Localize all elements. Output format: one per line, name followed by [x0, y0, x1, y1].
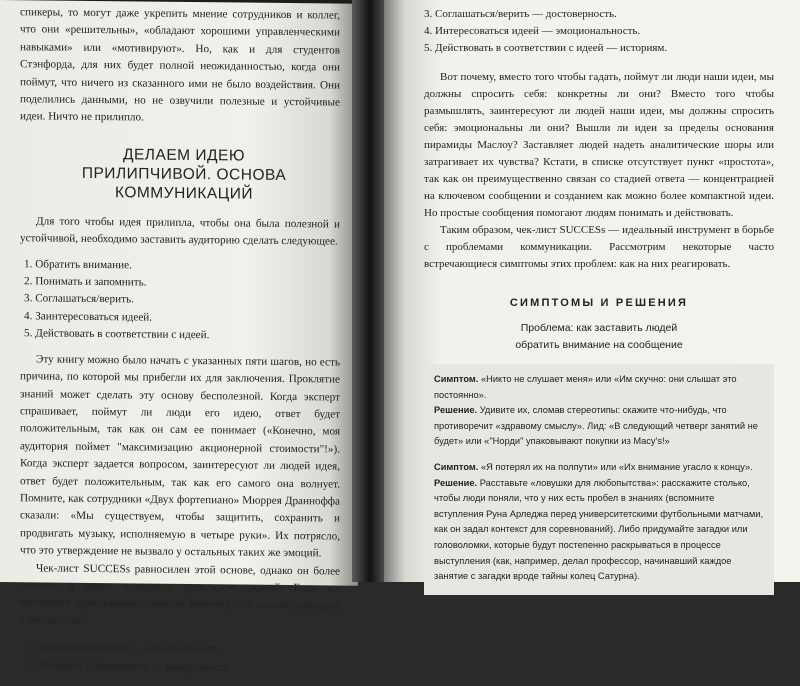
- symptom-text: «Я потерял их на полпути» или «Их внимание угасло к концу».: [480, 461, 753, 472]
- right-page: [384, 0, 800, 582]
- checklist-continued: [424, 6, 774, 57]
- problem-line: Проблема: как заставить людей: [520, 322, 678, 334]
- symptom-block: [434, 372, 764, 450]
- symptoms-box: [424, 364, 774, 595]
- list-item: 4. Интересоваться идеей — эмоциональность.: [424, 25, 641, 37]
- body-paragraph: Таким образом, чек-лист SUCCESs — идеальный инструмент в борьбе с проблемами коммуникации. Рассмотрим некоторые часто встречающиеся симптомы этих проблем: как на них реагировать.: [424, 224, 774, 270]
- solution-label: Решение.: [434, 477, 478, 488]
- body-paragraph: Эту книгу можно было начать с указанных пяти шагов, но есть причина, по которой мы прибегли их для заключения. Проклятие знаний может сделать эту основу бесполезной. Когда эксперт спрашивает, поймут ли люди его идею, ответ будет положительным, так как он сам ее понимает («Конечно, моя аудитория поймет "максимизацию акционерной стоимости"!»). Когда эксперт задается вопросом, заинтересуют ли людей идея, ответ будет положительным, так как его самого она волнует. Помните, как сотрудники «Двух фортепиано» Мюррея Дранноффа сказали: «Мы существуем, чтобы защитить, сохранить и продвигать музыку, исполняемую в четыре руки». Их потрясло, что это утверждение не вызвало у остальных таких же эмоций.: [20, 353, 340, 560]
- solution-text: Расставьте «ловушки для любопытства»: расскажите столько, чтобы люди поняли, что у них есть пробел в знаниях (вспомните вступления Руна Арледжа перед университетскими футбольными матчами, как он задал контекст для соревнований). Либо придумайте загадки или головоломки, которые будут постепенно раскрываться в процессе выступления (как, например, делал профессор, начинавший каждое занятие с загадки вроде тайны колец Сатурна).: [434, 477, 764, 582]
- right-page-text: [424, 6, 774, 595]
- symptom-text: «Никто не слушает меня» или «Им скучно: они слышат это постоянно».: [434, 374, 737, 400]
- left-page: [0, 0, 358, 674]
- list-item: 4. Заинтересоваться идеей.: [24, 310, 153, 324]
- symptom-label: Симптом.: [434, 461, 479, 472]
- list-item: 3. Соглашаться/верить — достоверность.: [424, 8, 617, 20]
- list-item: 5. Действовать в соответствии с идеей — историям.: [424, 42, 668, 54]
- problem-line: обратить внимание на сообщение: [515, 339, 683, 351]
- checklist: [20, 639, 340, 677]
- symptom-block: [434, 460, 764, 585]
- symptom-label: Симптом.: [434, 374, 479, 384]
- list-item: 1. Обратить внимание.: [24, 257, 132, 272]
- top-paragraph: спикеры, то могут даже укрепить мнение сотрудников и коллег, что они «решительны», «обладают хорошими управленческими навыками» или «мотивируют». Но, как и для студентов Стэнфорда, для них будет полной неожиданностью, когда они поймут, что ничего из сказанного ими не было воздействия. Они поделились данными, но не озвучили полезные и устойчивые идеи. Ничто не прилипло.: [20, 6, 340, 124]
- list-item: 3. Соглашаться/верить.: [24, 292, 134, 306]
- list-item: 1. Обратить внимание — неожиданность.: [24, 641, 223, 656]
- steps-list: [20, 256, 340, 346]
- list-item: 2. Понимать и запомнить.: [24, 275, 147, 289]
- list-item: 2. Понимать и запоминать — конкретность.: [24, 658, 233, 674]
- section-heading: СИМПТОМЫ И РЕШЕНИЯ: [509, 297, 689, 309]
- left-page-text: [20, 4, 340, 685]
- intro-paragraph: Для того чтобы идея прилипла, чтобы она была полезной и устойчивой, необходимо заставить аудиторию сделать следующее.: [20, 215, 340, 248]
- solution-text: Удивите их, сломав стереотипы: скажите что-нибудь, что противоречит «здравому смыслу». Лид: «В следующий четверг занятий не будет» или «"Норди" упаковывают покупки из Macy's!»: [434, 405, 758, 447]
- body-paragraph: Вот почему, вместо того чтобы гадать, поймут ли люди наши идеи, мы должны спросить себя: конкретны ли они? Вместо того чтобы размышлять, заинтересуют ли людей наши идеи, мы должны спросить себя: эмоциональны ли они? Вышли ли идеи за пределы основания пирамиды Маслоу? Заставляет людей надеть аналитические шоры или затрагивает их чувства? Кстати, в списке отсутствует пункт «простота», так как он преимущественно связан со стадией ответа — концентрацией на ключевом сообщении и созданием как можно более компактной идеи. Но простые сообщения помогают людям понимать и действовать.: [424, 71, 774, 219]
- section-heading: ДЕЛАЕМ ИДЕЮ ПРИЛИПЧИВОЙ. ОСНОВА КОММУНИКАЦИЙ: [81, 146, 287, 203]
- body-paragraph: Чек-лист SUCCESs равносилен этой основе, однако он более осязаем и менее подвержен проклятию знаний. Если вы вспомните прочитанные главы, то заметите, что основа совпадает с чек-листом.: [20, 561, 340, 627]
- solution-label: Решение.: [434, 405, 478, 416]
- problem-title: [424, 320, 774, 354]
- list-item: 5. Действовать в соответствии с идеей.: [24, 327, 210, 342]
